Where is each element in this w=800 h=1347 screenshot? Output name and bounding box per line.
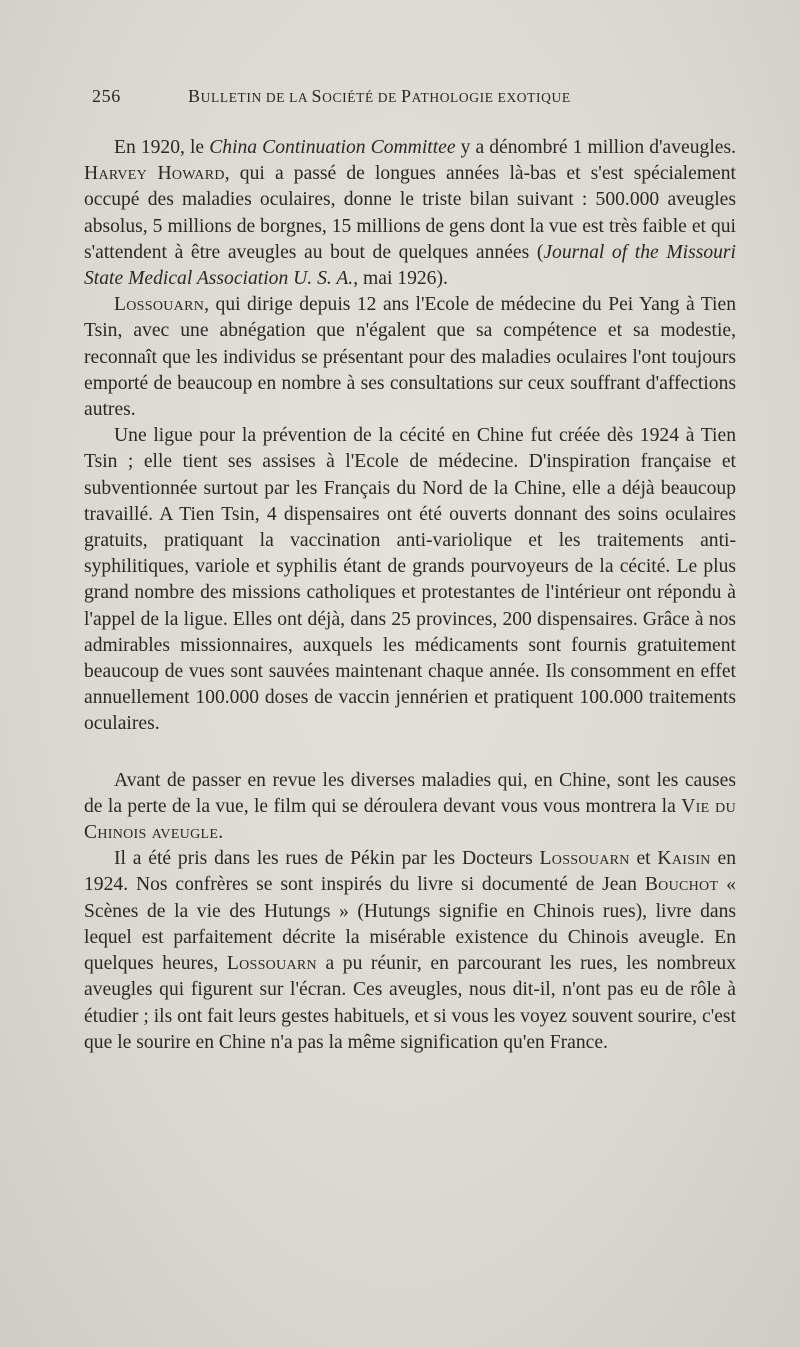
paragraph	[84, 135, 736, 292]
text-run: Il a été pris dans les rues de Pékin par les Docteurs	[114, 848, 540, 870]
small-caps-name: Lossouarn	[114, 294, 205, 316]
paragraph	[84, 292, 736, 423]
paragraph	[84, 846, 736, 1056]
text-run: y a dénombré 1 million d'aveugles.	[455, 137, 736, 158]
text-run: Avant de passer en revue les diverses maladies qui, en Chine, sont les causes de la perte de la vue, le film qui se déroulera devant vous vous montrera la	[84, 769, 736, 817]
small-caps-name: Bouchot	[644, 874, 719, 896]
small-caps-name: Lossouarn	[539, 848, 630, 870]
small-caps-name: Vie du Chinois aveugle	[84, 795, 736, 844]
text-run: , qui dirige depuis 12 ans l'Ecole de médecine du Pei Yang à Tien Tsin, avec une abnégation que n'égalent que sa compétence et sa modestie, reconnaît que les individus se présentant pour des maladies oculaires l'ont toujours emporté de beaucoup en nombre à ses consultations sur ceux souffrant d'affections autres.	[84, 294, 736, 421]
text-run: , mai 1926).	[353, 268, 448, 290]
small-caps-name: Lossouarn	[226, 953, 317, 975]
small-caps-name: Harvey Howard	[84, 163, 225, 185]
italic-text: Journal of the Missouri State Medical Association U. S. A.	[84, 241, 736, 290]
text-run: en 1924. Nos confrères se sont inspirés du livre si documenté de Jean	[84, 848, 736, 896]
italic-text: China Continuation Committee	[209, 137, 456, 158]
paragraph	[84, 768, 736, 847]
body-text	[84, 135, 736, 1056]
small-caps-name: Kaisin	[657, 848, 711, 870]
text-run: a pu réunir, en parcourant les rues, les nombreux aveugles qui figurent sur l'écran. Ces aveugles, nous dit-il, n'ont pas eu de rôle à étudier ; ils ont fait leurs gestes habituels, et si vous les voyez souvent sourire, c'est que le sourire en Chine n'a pas la même signification qu'en France.	[84, 953, 736, 1053]
text-run: En 1920, le	[114, 137, 210, 158]
text-run: Une ligue pour la prévention de la cécité en Chine fut créée dès 1924 à Tien Tsin ; elle tient ses assises à l'Ecole de médecine. D'inspiration française et subventionnée surtout par les Français du Nord de la Chine, elle a déjà beaucoup travaillé. A Tien Tsin, 4 dispensaires ont été ouverts donnant des soins oculaires gratuits, pratiquant la vaccination anti-variolique et les traitements anti-syphilitiques, variole et syphilis étant de grands pourvoyeurs de la cécité. Le plus grand nombre des missions catholiques et protestantes de l'intérieur ont répondu à l'appel de la ligue. Elles ont déjà, dans 25 provinces, 200 dispensaires. Grâce à nos admirables missionnaires, auxquels les médicaments sont fournis gratuitement beaucoup de vues sont sauvées maintenant chaque année. Ils consomment en effet annuellement 100.000 doses de vaccin jennérien et pratiquent 100.000 traitements oculaires.	[84, 425, 736, 735]
journal-title	[188, 86, 571, 107]
journal-title-text: BULLETIN DE LA SOCIÉTÉ DE PATHOLOGIE EXOTIQUE	[188, 86, 571, 106]
text-run: , qui a passé de longues années là-bas et s'est spécialement occupé des maladies oculaires, donne le triste bilan suivant : 500.000 aveugles absolus, 5 millions de borgnes, 15 millions de gens dont la vue est très faible et qui s'attendent à être aveugles au bout de quelques années (	[84, 163, 736, 263]
paragraph	[84, 423, 736, 737]
text-run: « Scènes de la vie des Hutungs » (Hutungs signifie en Chinois rues), livre dans lequel est parfaitement décrite la misérable existence du Chinois aveugle. En quelques heures,	[84, 874, 736, 975]
text-run: et	[629, 848, 658, 870]
running-head	[92, 86, 712, 114]
page-number: 256	[92, 86, 121, 106]
text-run: .	[218, 822, 224, 844]
